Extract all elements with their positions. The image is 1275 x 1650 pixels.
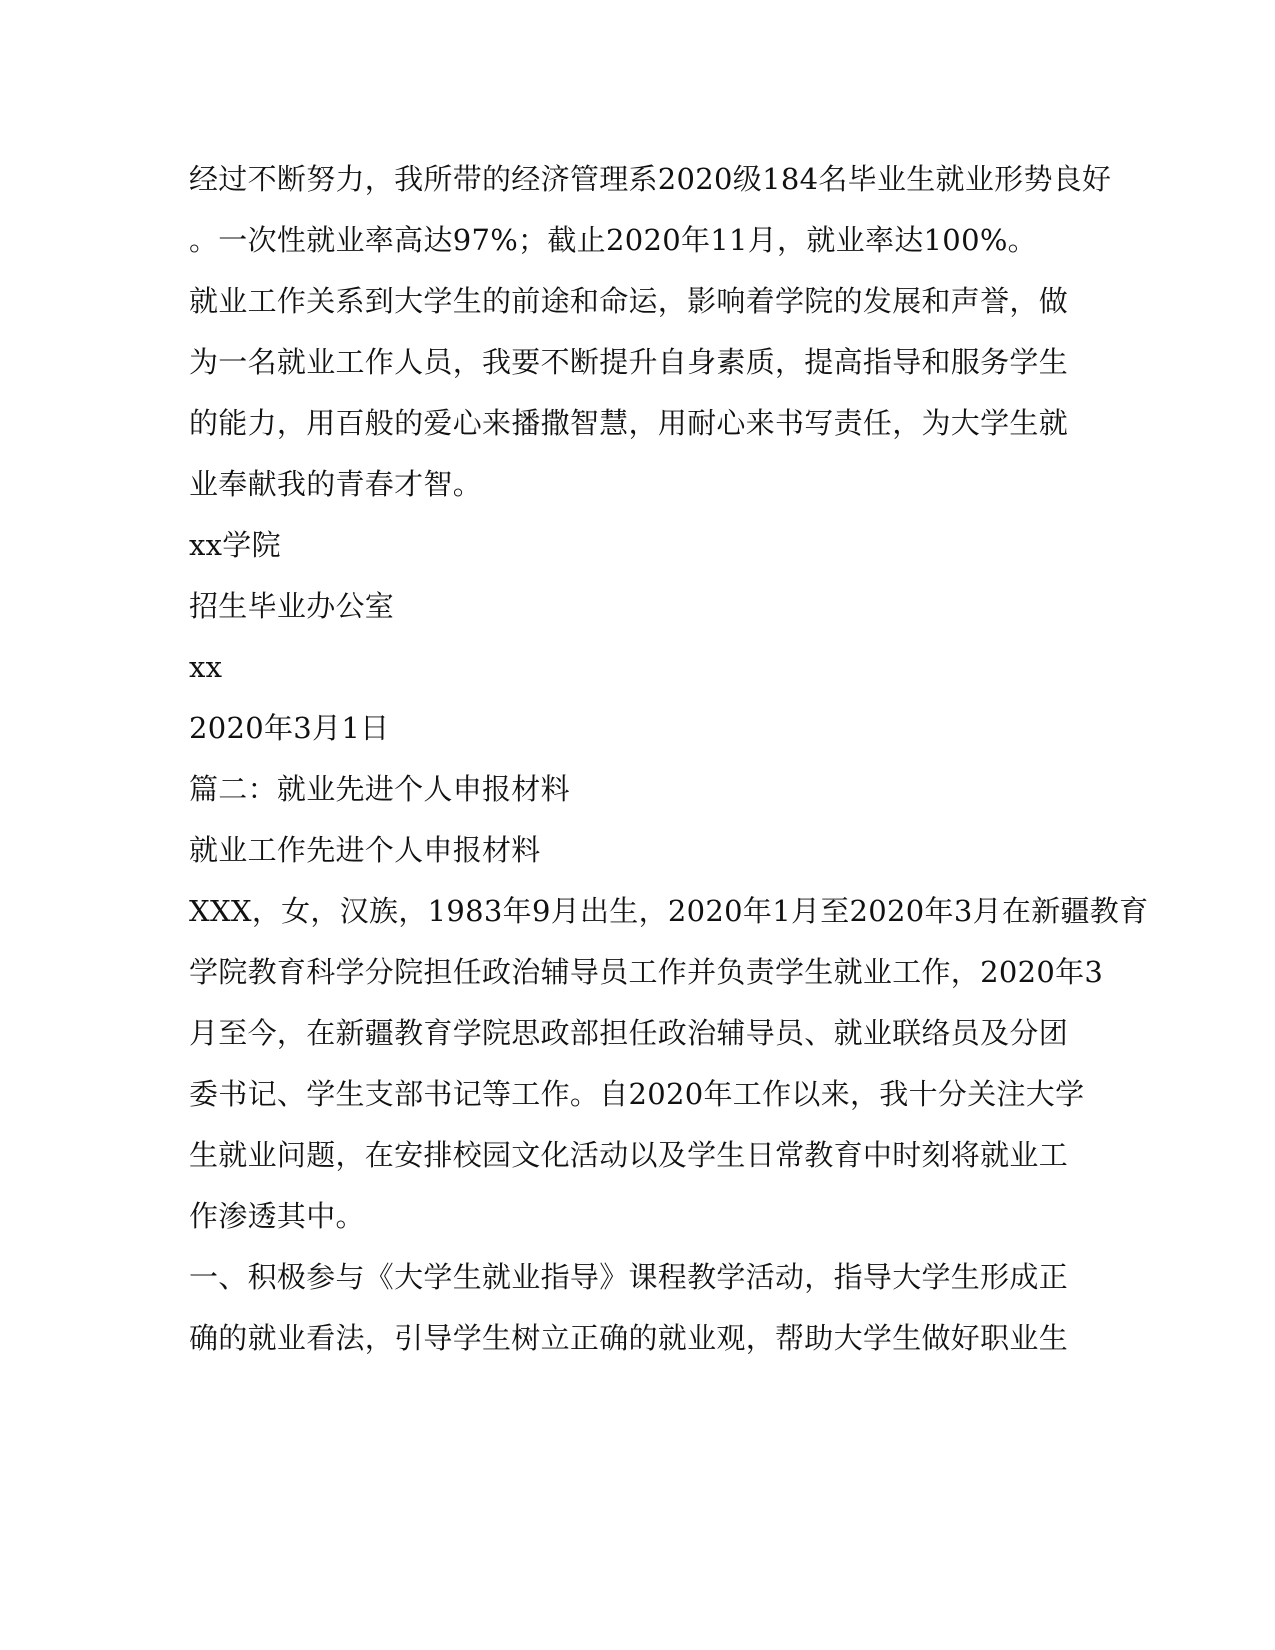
- text-line: 。一次性就业率高达97%；截止2020年11月，就业率达100%。: [189, 223, 1037, 257]
- signature-date: 2020年3月1日: [189, 711, 390, 745]
- text-line: 为一名就业工作人员，我要不断提升自身素质，提高指导和服务学生: [189, 345, 1069, 379]
- signature-name: xx: [189, 650, 223, 684]
- text-line: 的能力，用百般的爱心来播撒智慧，用耐心来书写责任，为大学生就: [189, 406, 1069, 440]
- text-line: 经过不断努力，我所带的经济管理系2020级184名毕业生就业形势良好: [189, 162, 1112, 196]
- text-line: 生就业问题，在安排校园文化活动以及学生日常教育中时刻将就业工: [189, 1138, 1069, 1172]
- text-line: 一、积极参与《大学生就业指导》课程教学活动，指导大学生形成正: [189, 1260, 1069, 1294]
- text-line: XXX，女，汉族，1983年9月出生，2020年1月至2020年3月在新疆教育: [189, 894, 1149, 928]
- signature-institution: xx学院: [189, 528, 281, 562]
- text-line: 委书记、学生支部书记等工作。自2020年工作以来，我十分关注大学: [189, 1077, 1085, 1111]
- text-line: 月至今，在新疆教育学院思政部担任政治辅导员、就业联络员及分团: [189, 1016, 1069, 1050]
- text-line: 就业工作关系到大学生的前途和命运，影响着学院的发展和声誉，做: [189, 284, 1069, 318]
- document-title: 就业工作先进个人申报材料: [189, 833, 541, 867]
- text-line: 业奉献我的青春才智。: [189, 467, 483, 501]
- text-line: 作渗透其中。: [189, 1199, 365, 1233]
- section-heading: 篇二：就业先进个人申报材料: [189, 772, 570, 806]
- signature-office: 招生毕业办公室: [189, 589, 395, 623]
- text-line: 学院教育科学分院担任政治辅导员工作并负责学生就业工作，2020年3: [189, 955, 1104, 989]
- text-line: 确的就业看法，引导学生树立正确的就业观，帮助大学生做好职业生: [189, 1321, 1069, 1355]
